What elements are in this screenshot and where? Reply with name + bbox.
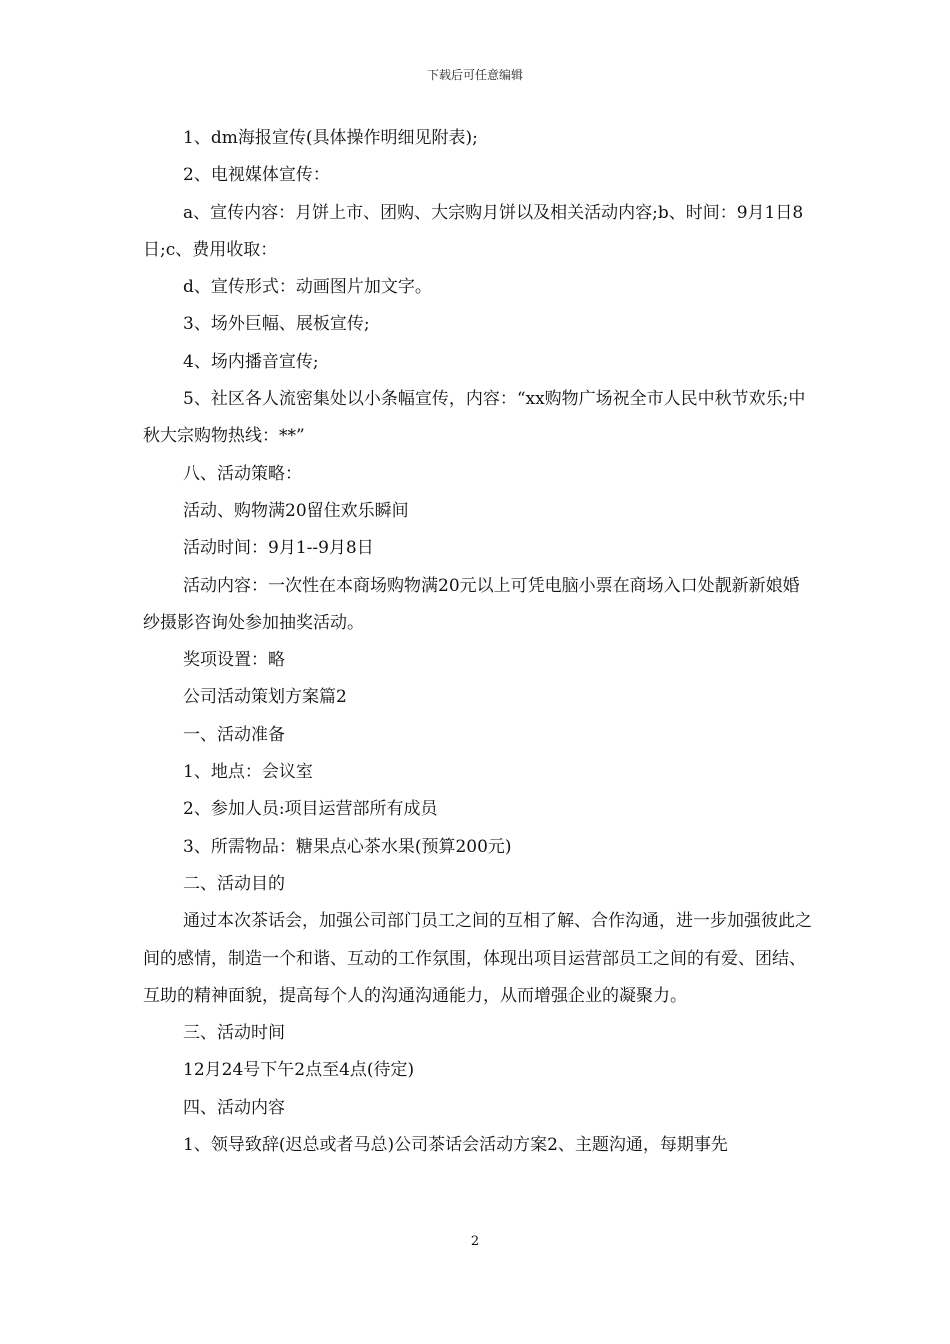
paragraph: 1、dm海报宣传(具体操作明细见附表); bbox=[183, 128, 478, 148]
section-heading: 三、活动时间 bbox=[183, 1023, 285, 1044]
paragraph: 奖项设置：略 bbox=[183, 650, 285, 671]
paragraph: 5、社区各人流密集处以小条幅宣传，内容：“xx购物广场祝全市人民中秋节欢乐;中秋大宗购物热线：**” bbox=[143, 389, 806, 447]
section-heading: 一、活动准备 bbox=[183, 724, 285, 745]
page-number: 2 bbox=[470, 1234, 480, 1249]
paragraph: 2、参加人员:项目运营部所有成员 bbox=[183, 799, 438, 820]
paragraph: a、宣传内容：月饼上市、团购、大宗购月饼以及相关活动内容;b、时间：9月1日8日;c、费用收取： bbox=[143, 202, 804, 260]
paragraph: 1、地点：会议室 bbox=[183, 762, 313, 783]
document-title: 公司活动策划方案篇2 bbox=[183, 687, 347, 708]
paragraph: 通过本次茶话会，加强公司部门员工之间的互相了解、合作沟通，进一步加强彼此之间的感情，制造一个和谐、互动的工作氛围，体现出项目运营部员工之间的有爱、团结、互助的精神面貌，提高每个人的沟通沟通能力，从而增强企业的凝聚力。 bbox=[143, 911, 812, 1006]
section-heading: 二、活动目的 bbox=[183, 873, 285, 894]
section-heading: 四、活动内容 bbox=[183, 1097, 285, 1118]
paragraph: 1、领导致辞(迟总或者马总)公司茶话会活动方案2、主题沟通，每期事先 bbox=[183, 1135, 728, 1156]
section-heading: 八、活动策略： bbox=[183, 463, 302, 484]
paragraph: 活动时间：9月1--9月8日 bbox=[183, 538, 374, 559]
paragraph: 3、所需物品：糖果点心茶水果(预算200元) bbox=[183, 836, 512, 857]
paragraph: 活动内容：一次性在本商场购物满20元以上可凭电脑小票在商场入口处靓新新娘婚纱摄影咨询处参加抽奖活动。 bbox=[143, 575, 800, 633]
page-header: 下载后可任意编辑 bbox=[426, 68, 523, 82]
paragraph: 12月24号下午2点至4点(待定) bbox=[183, 1060, 415, 1081]
paragraph: 4、场内播音宣传; bbox=[183, 351, 319, 372]
paragraph: 活动、购物满20留住欢乐瞬间 bbox=[183, 500, 409, 521]
document-body bbox=[143, 120, 813, 1164]
paragraph: 2、电视媒体宣传： bbox=[183, 165, 330, 186]
paragraph: d、宣传形式：动画图片加文字。 bbox=[183, 277, 432, 298]
paragraph: 3、场外巨幅、展板宣传; bbox=[183, 314, 370, 335]
